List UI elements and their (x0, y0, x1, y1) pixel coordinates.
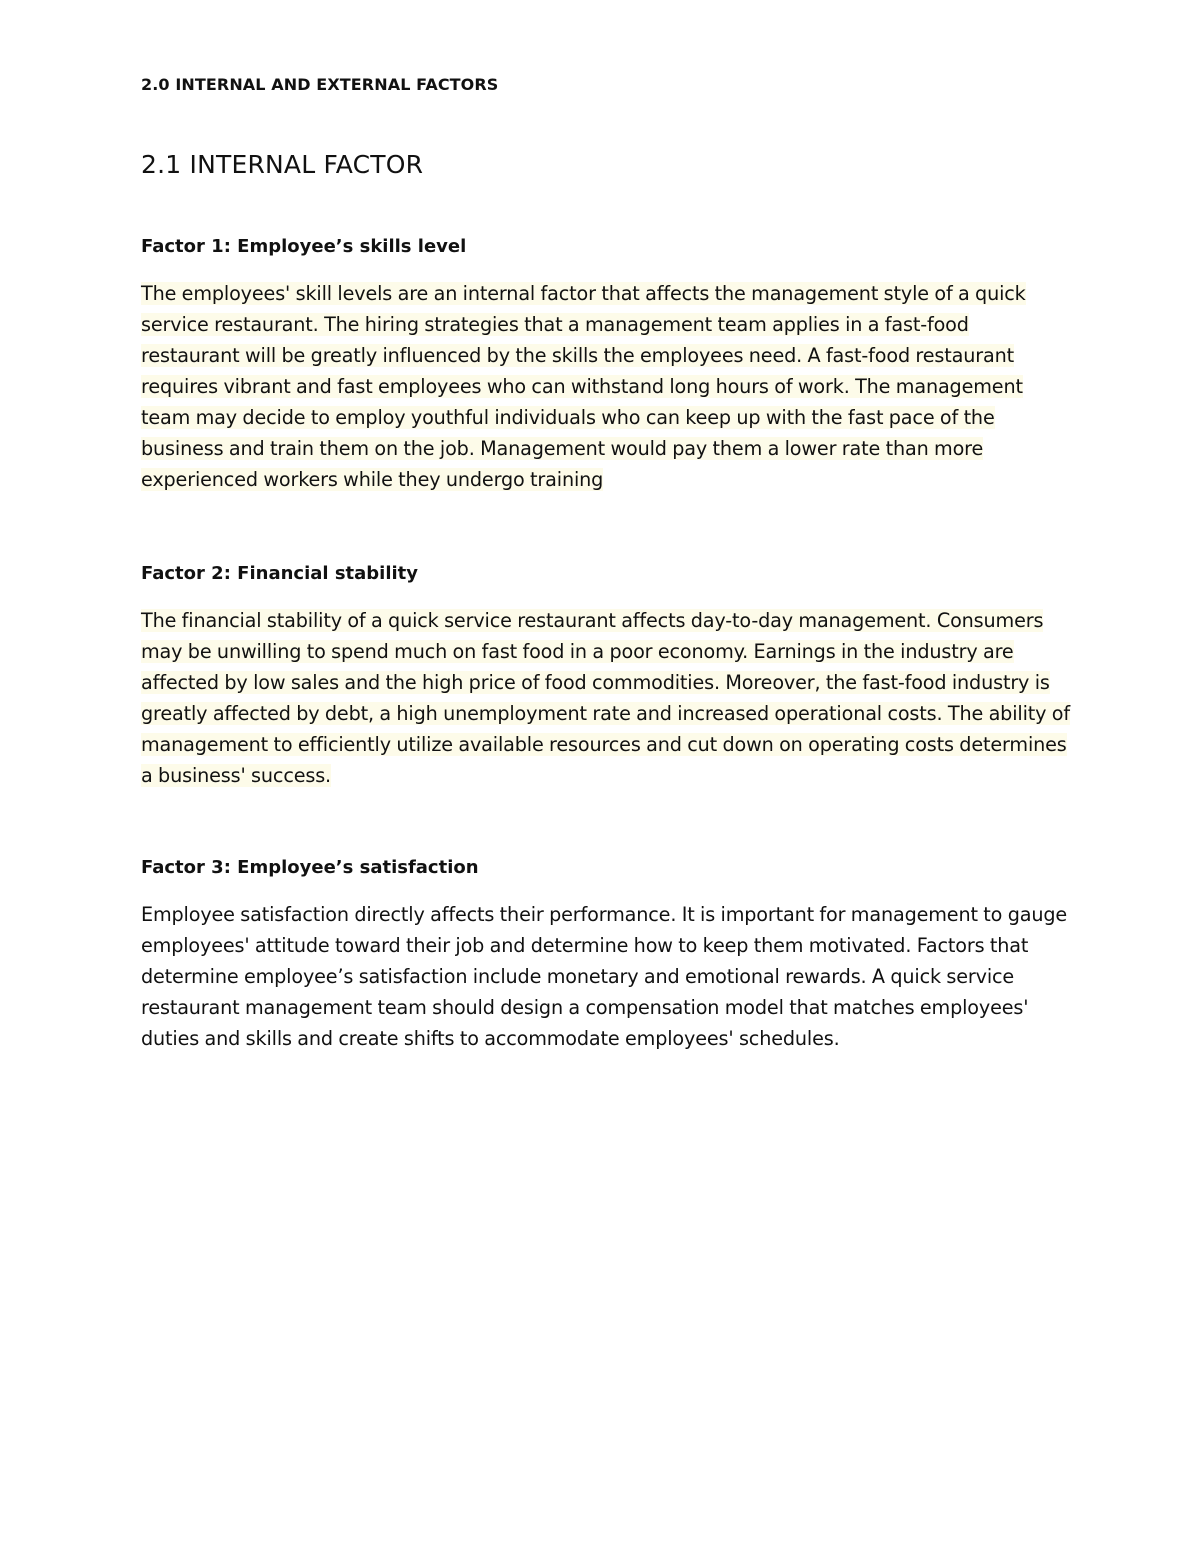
factor-title-3: Factor 3: Employee’s satisfaction (141, 857, 479, 878)
factor-title-1: Factor 1: Employee’s skills level (141, 236, 467, 257)
factor-body-3 (141, 899, 1071, 1054)
factor-section-1 (141, 234, 1071, 495)
main-heading: 2.0 INTERNAL AND EXTERNAL FACTORS (141, 75, 499, 94)
factor-body-text-3: Employee satisfaction directly affects their performance. It is important for management to gauge employees' attitude toward their job and determine how to keep them motivated. Factors that determine employee’s satisfaction include monetary and emotional rewards. A quick service restaurant management team should design a compensation model that matches employees' duties and skills and create shifts to accommodate employees' schedules. (141, 903, 1068, 1050)
factor-body-1 (141, 278, 1071, 495)
factor-section-3 (141, 855, 1071, 1054)
factor-title-2: Factor 2: Financial stability (141, 563, 419, 584)
factor-section-2 (141, 561, 1071, 791)
sub-heading: 2.1 INTERNAL FACTOR (141, 150, 424, 179)
document-content (141, 74, 1071, 1054)
factor-body-text-1: The employees' skill levels are an internal factor that affects the management style of a quick service restaurant. The hiring strategies that a management team applies in a fast-food restaurant will be greatly influenced by the skills the employees need. A fast-food restaurant requires vibrant and fast employees who can withstand long hours of work. The management team may decide to employ youthful individuals who can keep up with the fast pace of the business and train them on the job. Management would pay them a lower rate than more experienced workers while they undergo training (141, 282, 1026, 491)
factor-body-2 (141, 605, 1071, 791)
factor-body-text-2: The financial stability of a quick service restaurant affects day-to-day management. Consumers may be unwilling to spend much on fast food in a poor economy. Earnings in the industry are affected by low sales and the high price of food commodities. Moreover, the fast-food industry is greatly affected by debt, a high unemployment rate and increased operational costs. The ability of management to efficiently utilize available resources and cut down on operating costs determines a business' success. (141, 609, 1070, 787)
